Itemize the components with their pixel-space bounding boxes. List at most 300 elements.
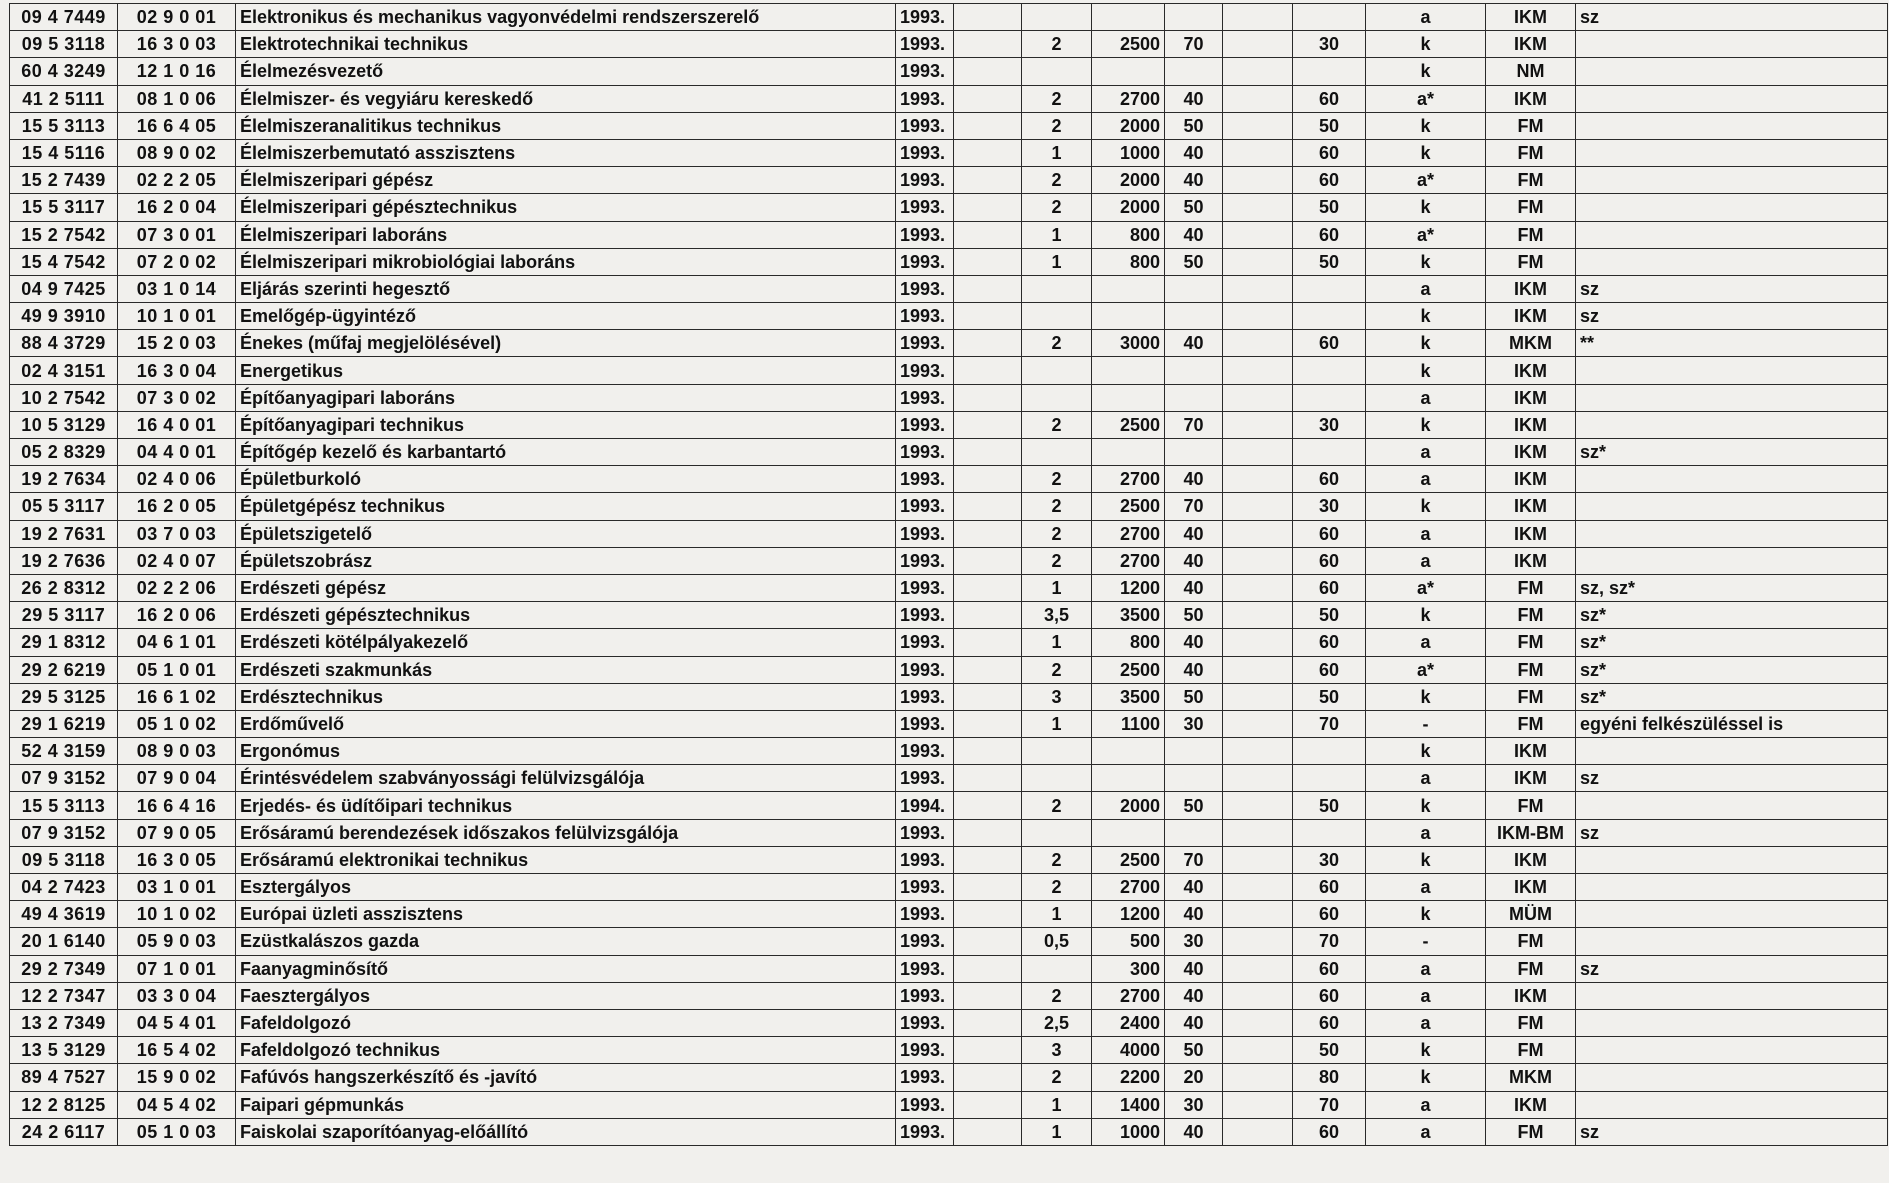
ministry-cell: IKM [1486, 31, 1576, 58]
exam-type-cell: a* [1366, 85, 1486, 112]
blank-cell [954, 982, 1022, 1009]
ministry-cell: IKM [1486, 547, 1576, 574]
training-hours-cell: 1400 [1092, 1091, 1165, 1118]
blank-cell [1223, 139, 1293, 166]
exam-type-cell: k [1366, 112, 1486, 139]
occupation-name-cell: Épületburkoló [236, 466, 896, 493]
blank-cell [1223, 112, 1293, 139]
training-hours-cell: 2500 [1092, 656, 1165, 683]
table-row [10, 547, 1888, 574]
note-cell [1576, 139, 1888, 166]
subcode-cell: 02 9 0 01 [118, 4, 236, 31]
theory-percent-cell: 40 [1165, 221, 1223, 248]
note-cell [1576, 85, 1888, 112]
training-hours-cell: 800 [1092, 221, 1165, 248]
ministry-cell: FM [1486, 955, 1576, 982]
blank-cell [954, 656, 1022, 683]
occupation-name-cell: Épületszigetelő [236, 520, 896, 547]
code-cell: 05 2 8329 [10, 439, 118, 466]
theory-percent-cell: 30 [1165, 710, 1223, 737]
subcode-cell: 15 2 0 03 [118, 330, 236, 357]
blank-cell [954, 738, 1022, 765]
blank-cell [1223, 792, 1293, 819]
code-cell: 15 5 3117 [10, 194, 118, 221]
subcode-cell: 08 1 0 06 [118, 85, 236, 112]
blank-cell [954, 194, 1022, 221]
subcode-cell: 16 4 0 01 [118, 411, 236, 438]
training-years-cell: 1 [1022, 574, 1092, 601]
year-cell: 1993. [896, 139, 954, 166]
note-cell: sz* [1576, 683, 1888, 710]
practice-percent-cell: 30 [1293, 846, 1366, 873]
year-cell: 1993. [896, 1009, 954, 1036]
ministry-cell: IKM [1486, 466, 1576, 493]
blank-cell [1223, 629, 1293, 656]
subcode-cell: 04 6 1 01 [118, 629, 236, 656]
table-row [10, 928, 1888, 955]
note-cell [1576, 928, 1888, 955]
table-row [10, 955, 1888, 982]
theory-percent-cell: 40 [1165, 874, 1223, 901]
blank-cell [1223, 819, 1293, 846]
training-hours-cell: 2000 [1092, 112, 1165, 139]
exam-type-cell: k [1366, 357, 1486, 384]
year-cell: 1993. [896, 846, 954, 873]
code-cell: 49 9 3910 [10, 303, 118, 330]
ministry-cell: IKM [1486, 275, 1576, 302]
practice-percent-cell [1293, 384, 1366, 411]
year-cell: 1993. [896, 194, 954, 221]
blank-cell [954, 846, 1022, 873]
exam-type-cell: k [1366, 1064, 1486, 1091]
theory-percent-cell: 20 [1165, 1064, 1223, 1091]
practice-percent-cell: 60 [1293, 139, 1366, 166]
note-cell [1576, 1009, 1888, 1036]
subcode-cell: 07 2 0 02 [118, 248, 236, 275]
training-hours-cell: 2500 [1092, 493, 1165, 520]
year-cell: 1993. [896, 982, 954, 1009]
occupation-name-cell: Énekes (műfaj megjelölésével) [236, 330, 896, 357]
subcode-cell: 16 6 1 02 [118, 683, 236, 710]
subcode-cell: 03 1 0 01 [118, 874, 236, 901]
theory-percent-cell [1165, 275, 1223, 302]
exam-type-cell: a* [1366, 574, 1486, 601]
code-cell: 10 5 3129 [10, 411, 118, 438]
blank-cell [954, 112, 1022, 139]
occupation-name-cell: Erdésztechnikus [236, 683, 896, 710]
exam-type-cell: a [1366, 547, 1486, 574]
ministry-cell: IKM [1486, 357, 1576, 384]
occupation-name-cell: Építőanyagipari laboráns [236, 384, 896, 411]
blank-cell [954, 31, 1022, 58]
blank-cell [954, 330, 1022, 357]
note-cell [1576, 520, 1888, 547]
exam-type-cell: k [1366, 901, 1486, 928]
note-cell: sz* [1576, 656, 1888, 683]
subcode-cell: 03 7 0 03 [118, 520, 236, 547]
subcode-cell: 03 3 0 04 [118, 982, 236, 1009]
exam-type-cell: k [1366, 602, 1486, 629]
ministry-cell: FM [1486, 1037, 1576, 1064]
blank-cell [1223, 167, 1293, 194]
ministry-cell: FM [1486, 602, 1576, 629]
code-cell: 89 4 7527 [10, 1064, 118, 1091]
ministry-cell: FM [1486, 792, 1576, 819]
ministry-cell: IKM-BM [1486, 819, 1576, 846]
occupation-name-cell: Erdészeti gépésztechnikus [236, 602, 896, 629]
exam-type-cell: k [1366, 248, 1486, 275]
year-cell: 1993. [896, 1091, 954, 1118]
note-cell: egyéni felkészüléssel is [1576, 710, 1888, 737]
exam-type-cell: a [1366, 955, 1486, 982]
subcode-cell: 08 9 0 03 [118, 738, 236, 765]
blank-cell [1223, 520, 1293, 547]
training-years-cell: 3,5 [1022, 602, 1092, 629]
table-row [10, 1064, 1888, 1091]
training-hours-cell: 2700 [1092, 520, 1165, 547]
training-years-cell: 2 [1022, 874, 1092, 901]
blank-cell [954, 275, 1022, 302]
year-cell: 1993. [896, 275, 954, 302]
code-cell: 29 5 3125 [10, 683, 118, 710]
blank-cell [954, 955, 1022, 982]
blank-cell [954, 602, 1022, 629]
code-cell: 20 1 6140 [10, 928, 118, 955]
note-cell: sz [1576, 765, 1888, 792]
code-cell: 10 2 7542 [10, 384, 118, 411]
blank-cell [954, 765, 1022, 792]
exam-type-cell: - [1366, 928, 1486, 955]
year-cell: 1993. [896, 955, 954, 982]
blank-cell [954, 493, 1022, 520]
occupation-name-cell: Erősáramú elektronikai technikus [236, 846, 896, 873]
table-row [10, 275, 1888, 302]
training-years-cell: 2 [1022, 330, 1092, 357]
blank-cell [954, 901, 1022, 928]
note-cell [1576, 384, 1888, 411]
subcode-cell: 16 2 0 05 [118, 493, 236, 520]
year-cell: 1993. [896, 493, 954, 520]
code-cell: 15 2 7439 [10, 167, 118, 194]
blank-cell [1223, 683, 1293, 710]
ministry-cell: FM [1486, 194, 1576, 221]
theory-percent-cell [1165, 439, 1223, 466]
year-cell: 1993. [896, 112, 954, 139]
practice-percent-cell: 60 [1293, 547, 1366, 574]
exam-type-cell: a [1366, 765, 1486, 792]
ministry-cell: IKM [1486, 384, 1576, 411]
blank-cell [1223, 1091, 1293, 1118]
note-cell [1576, 466, 1888, 493]
occupation-name-cell: Ezüstkalászos gazda [236, 928, 896, 955]
year-cell: 1993. [896, 1118, 954, 1145]
note-cell [1576, 846, 1888, 873]
table-row [10, 4, 1888, 31]
theory-percent-cell: 50 [1165, 602, 1223, 629]
note-cell [1576, 493, 1888, 520]
exam-type-cell: a [1366, 629, 1486, 656]
training-years-cell [1022, 955, 1092, 982]
blank-cell [1223, 221, 1293, 248]
practice-percent-cell: 50 [1293, 248, 1366, 275]
year-cell: 1993. [896, 167, 954, 194]
exam-type-cell: - [1366, 710, 1486, 737]
note-cell: ** [1576, 330, 1888, 357]
practice-percent-cell: 80 [1293, 1064, 1366, 1091]
table-row [10, 221, 1888, 248]
theory-percent-cell: 40 [1165, 982, 1223, 1009]
ministry-cell: FM [1486, 710, 1576, 737]
subcode-cell: 16 2 0 04 [118, 194, 236, 221]
blank-cell [1223, 275, 1293, 302]
table-row [10, 520, 1888, 547]
training-years-cell: 2 [1022, 167, 1092, 194]
training-years-cell: 1 [1022, 1118, 1092, 1145]
note-cell [1576, 901, 1888, 928]
practice-percent-cell: 30 [1293, 31, 1366, 58]
theory-percent-cell: 70 [1165, 493, 1223, 520]
blank-cell [1223, 303, 1293, 330]
table-row [10, 1009, 1888, 1036]
training-hours-cell [1092, 384, 1165, 411]
code-cell: 19 2 7631 [10, 520, 118, 547]
year-cell: 1993. [896, 602, 954, 629]
training-years-cell: 2 [1022, 792, 1092, 819]
theory-percent-cell: 40 [1165, 656, 1223, 683]
year-cell: 1993. [896, 221, 954, 248]
blank-cell [1223, 982, 1293, 1009]
training-hours-cell [1092, 58, 1165, 85]
blank-cell [1223, 928, 1293, 955]
training-years-cell: 2 [1022, 31, 1092, 58]
year-cell: 1993. [896, 248, 954, 275]
note-cell [1576, 221, 1888, 248]
ministry-cell: IKM [1486, 411, 1576, 438]
occupation-name-cell: Élelmiszeripari laboráns [236, 221, 896, 248]
theory-percent-cell: 40 [1165, 901, 1223, 928]
practice-percent-cell: 50 [1293, 194, 1366, 221]
year-cell: 1993. [896, 928, 954, 955]
training-years-cell [1022, 357, 1092, 384]
code-cell: 19 2 7636 [10, 547, 118, 574]
year-cell: 1993. [896, 357, 954, 384]
exam-type-cell: a [1366, 1091, 1486, 1118]
occupation-name-cell: Eljárás szerinti hegesztő [236, 275, 896, 302]
occupation-name-cell: Erdészeti kötélpályakezelő [236, 629, 896, 656]
training-hours-cell: 2400 [1092, 1009, 1165, 1036]
practice-percent-cell [1293, 819, 1366, 846]
theory-percent-cell [1165, 4, 1223, 31]
training-years-cell: 3 [1022, 683, 1092, 710]
blank-cell [954, 248, 1022, 275]
occupation-name-cell: Erdészeti szakmunkás [236, 656, 896, 683]
code-cell: 13 2 7349 [10, 1009, 118, 1036]
exam-type-cell: a [1366, 439, 1486, 466]
occupation-name-cell: Ergonómus [236, 738, 896, 765]
training-years-cell: 1 [1022, 248, 1092, 275]
training-years-cell: 1 [1022, 710, 1092, 737]
blank-cell [1223, 574, 1293, 601]
subcode-cell: 10 1 0 01 [118, 303, 236, 330]
exam-type-cell: a [1366, 819, 1486, 846]
note-cell [1576, 58, 1888, 85]
note-cell: sz [1576, 4, 1888, 31]
blank-cell [954, 466, 1022, 493]
practice-percent-cell: 60 [1293, 1009, 1366, 1036]
practice-percent-cell: 70 [1293, 710, 1366, 737]
code-cell: 15 2 7542 [10, 221, 118, 248]
ministry-cell: FM [1486, 167, 1576, 194]
theory-percent-cell: 50 [1165, 112, 1223, 139]
code-cell: 15 4 7542 [10, 248, 118, 275]
note-cell: sz [1576, 819, 1888, 846]
subcode-cell: 07 3 0 02 [118, 384, 236, 411]
ministry-cell: FM [1486, 248, 1576, 275]
exam-type-cell: k [1366, 683, 1486, 710]
year-cell: 1993. [896, 85, 954, 112]
subcode-cell: 10 1 0 02 [118, 901, 236, 928]
subcode-cell: 16 5 4 02 [118, 1037, 236, 1064]
training-hours-cell: 800 [1092, 248, 1165, 275]
note-cell: sz [1576, 955, 1888, 982]
practice-percent-cell: 60 [1293, 520, 1366, 547]
ministry-cell: FM [1486, 112, 1576, 139]
exam-type-cell: a [1366, 1118, 1486, 1145]
year-cell: 1993. [896, 547, 954, 574]
training-hours-cell: 1200 [1092, 574, 1165, 601]
exam-type-cell: k [1366, 1037, 1486, 1064]
occupation-name-cell: Építőanyagipari technikus [236, 411, 896, 438]
ministry-cell: IKM [1486, 520, 1576, 547]
table-row [10, 493, 1888, 520]
practice-percent-cell: 60 [1293, 629, 1366, 656]
year-cell: 1993. [896, 1064, 954, 1091]
note-cell: sz, sz* [1576, 574, 1888, 601]
code-cell: 15 5 3113 [10, 112, 118, 139]
occupation-name-cell: Energetikus [236, 357, 896, 384]
blank-cell [1223, 330, 1293, 357]
note-cell [1576, 738, 1888, 765]
ministry-cell: IKM [1486, 493, 1576, 520]
table-row [10, 874, 1888, 901]
year-cell: 1993. [896, 411, 954, 438]
note-cell: sz [1576, 275, 1888, 302]
table-row [10, 792, 1888, 819]
code-cell: 09 5 3118 [10, 846, 118, 873]
blank-cell [1223, 1009, 1293, 1036]
year-cell: 1994. [896, 792, 954, 819]
practice-percent-cell [1293, 4, 1366, 31]
table-row [10, 384, 1888, 411]
occupation-name-cell: Esztergályos [236, 874, 896, 901]
subcode-cell: 08 9 0 02 [118, 139, 236, 166]
table-row [10, 330, 1888, 357]
exam-type-cell: a [1366, 982, 1486, 1009]
note-cell [1576, 792, 1888, 819]
ministry-cell: IKM [1486, 765, 1576, 792]
exam-type-cell: a [1366, 275, 1486, 302]
training-hours-cell [1092, 303, 1165, 330]
training-years-cell: 2 [1022, 194, 1092, 221]
table-row [10, 58, 1888, 85]
subcode-cell: 04 4 0 01 [118, 439, 236, 466]
table-row [10, 466, 1888, 493]
occupation-name-cell: Élelmezésvezető [236, 58, 896, 85]
code-cell: 29 2 7349 [10, 955, 118, 982]
subcode-cell: 16 3 0 04 [118, 357, 236, 384]
year-cell: 1993. [896, 738, 954, 765]
table-row [10, 819, 1888, 846]
training-hours-cell: 2000 [1092, 792, 1165, 819]
blank-cell [1223, 31, 1293, 58]
exam-type-cell: k [1366, 493, 1486, 520]
blank-cell [1223, 85, 1293, 112]
blank-cell [954, 357, 1022, 384]
practice-percent-cell: 30 [1293, 493, 1366, 520]
practice-percent-cell: 60 [1293, 874, 1366, 901]
subcode-cell: 16 3 0 03 [118, 31, 236, 58]
blank-cell [954, 139, 1022, 166]
practice-percent-cell: 50 [1293, 112, 1366, 139]
table-row [10, 112, 1888, 139]
ministry-cell: IKM [1486, 738, 1576, 765]
training-years-cell: 2 [1022, 1064, 1092, 1091]
occupation-name-cell: Élelmiszeripari mikrobiológiai laboráns [236, 248, 896, 275]
practice-percent-cell: 50 [1293, 1037, 1366, 1064]
practice-percent-cell [1293, 439, 1366, 466]
theory-percent-cell: 40 [1165, 520, 1223, 547]
code-cell: 12 2 7347 [10, 982, 118, 1009]
code-cell: 09 5 3118 [10, 31, 118, 58]
code-cell: 04 2 7423 [10, 874, 118, 901]
practice-percent-cell: 60 [1293, 656, 1366, 683]
training-hours-cell: 2700 [1092, 466, 1165, 493]
subcode-cell: 05 1 0 01 [118, 656, 236, 683]
training-years-cell: 2 [1022, 85, 1092, 112]
exam-type-cell: a [1366, 874, 1486, 901]
occupation-name-cell: Faesztergályos [236, 982, 896, 1009]
training-years-cell: 2 [1022, 982, 1092, 1009]
theory-percent-cell: 70 [1165, 411, 1223, 438]
subcode-cell: 05 9 0 03 [118, 928, 236, 955]
ministry-cell: FM [1486, 221, 1576, 248]
blank-cell [1223, 248, 1293, 275]
code-cell: 29 1 8312 [10, 629, 118, 656]
code-cell: 29 2 6219 [10, 656, 118, 683]
year-cell: 1993. [896, 629, 954, 656]
code-cell: 15 5 3113 [10, 792, 118, 819]
training-hours-cell: 3000 [1092, 330, 1165, 357]
ministry-cell: NM [1486, 58, 1576, 85]
note-cell [1576, 547, 1888, 574]
occupation-name-cell: Faipari gépmunkás [236, 1091, 896, 1118]
table-row [10, 602, 1888, 629]
occupation-name-cell: Európai üzleti asszisztens [236, 901, 896, 928]
subcode-cell: 04 5 4 02 [118, 1091, 236, 1118]
year-cell: 1993. [896, 58, 954, 85]
training-years-cell: 2 [1022, 520, 1092, 547]
training-hours-cell: 1000 [1092, 1118, 1165, 1145]
exam-type-cell: k [1366, 411, 1486, 438]
blank-cell [954, 85, 1022, 112]
blank-cell [954, 574, 1022, 601]
blank-cell [1223, 411, 1293, 438]
occupation-name-cell: Emelőgép-ügyintéző [236, 303, 896, 330]
practice-percent-cell [1293, 357, 1366, 384]
ministry-cell: MKM [1486, 1064, 1576, 1091]
training-years-cell: 1 [1022, 1091, 1092, 1118]
practice-percent-cell: 60 [1293, 955, 1366, 982]
